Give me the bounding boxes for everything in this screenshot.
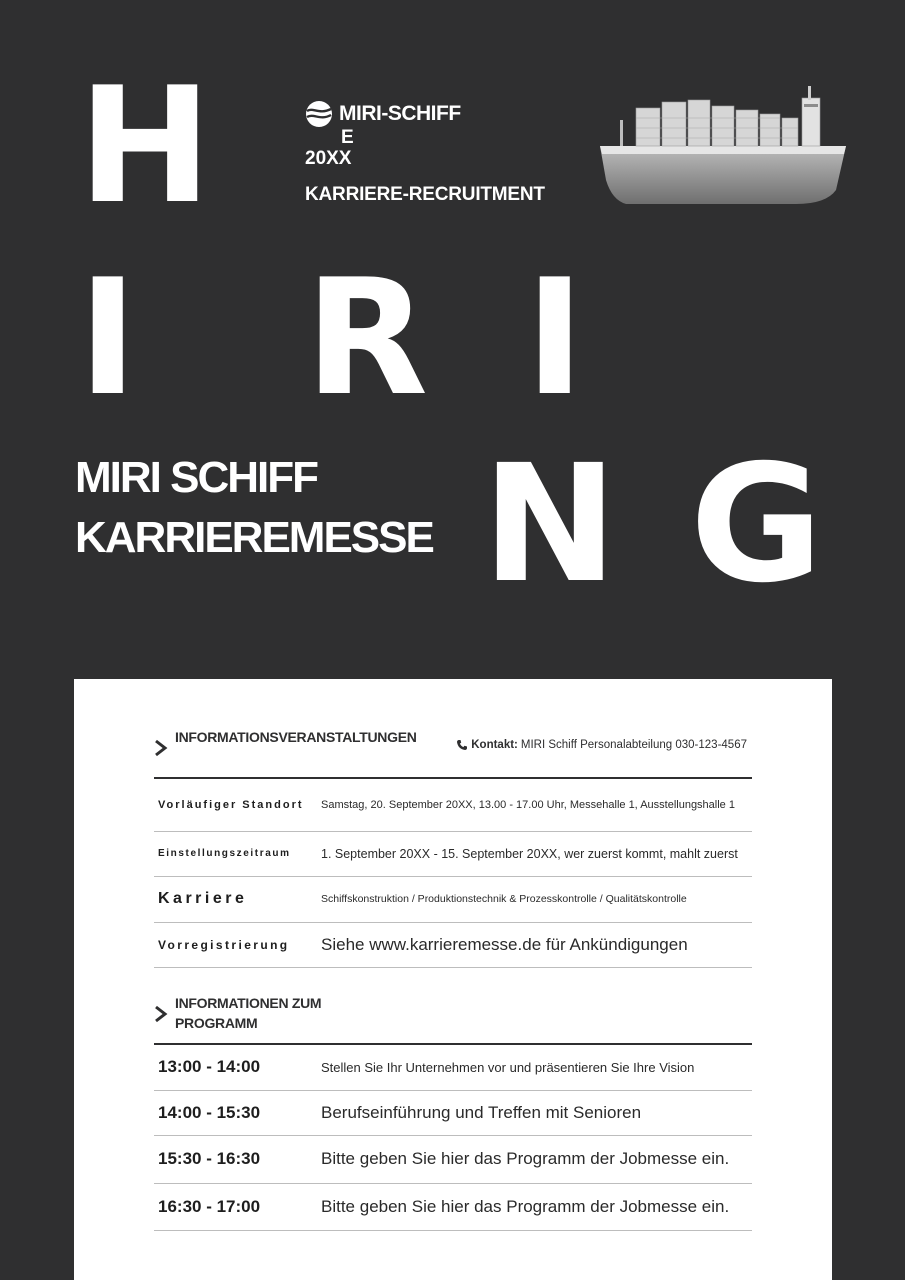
info-row-value: Siehe www.karrieremesse.de für Ankündigungen bbox=[321, 934, 688, 954]
program-time: 15:30 - 16:30 bbox=[158, 1149, 261, 1168]
info-row-value: Schiffskonstruktion / Produktionstechnik & Prozesskontrolle / Qualitätskontrolle bbox=[321, 893, 687, 905]
program-row bbox=[154, 1044, 752, 1091]
contact-value: MIRI Schiff Personalabteilung 030-123-4567 bbox=[520, 739, 747, 751]
program-desc: Bitte geben Sie hier das Programm der Jobmesse ein. bbox=[321, 1149, 730, 1168]
chevron-right-icon bbox=[154, 1005, 168, 1023]
brand-year: 20XX bbox=[305, 148, 352, 169]
hero-letter-r: R bbox=[305, 244, 429, 431]
program-row bbox=[154, 1183, 752, 1231]
brand-name-suffix: E bbox=[341, 127, 354, 148]
section-header-events bbox=[154, 725, 752, 779]
phone-icon bbox=[456, 739, 468, 751]
info-row-label: Karriere bbox=[158, 890, 248, 907]
program-desc: Stellen Sie Ihr Unternehmen vor und präsentieren Sie Ihre Vision bbox=[321, 1059, 695, 1075]
program-desc: Berufseinführung und Treffen mit Senioren bbox=[321, 1102, 642, 1122]
hero-letter-n: N bbox=[482, 431, 618, 619]
program-row bbox=[154, 1090, 752, 1136]
hero-letter-g: G bbox=[690, 431, 823, 619]
event-title: MIRI SCHIFF KARRIEREMESSE bbox=[75, 453, 433, 562]
section-header-program bbox=[154, 991, 752, 1045]
program-time: 14:00 - 15:30 bbox=[158, 1102, 261, 1122]
program-row bbox=[154, 1135, 752, 1184]
container-ship-icon bbox=[596, 80, 856, 212]
info-row bbox=[154, 778, 752, 832]
globe-wave-icon bbox=[305, 100, 333, 128]
info-row-value: Samstag, 20. September 20XX, 13.00 - 17.00 Uhr, Messehalle 1, Ausstellungshalle 1 bbox=[321, 798, 735, 811]
brand-block bbox=[305, 100, 545, 206]
brand-subtitle: KARRIERE-RECRUITMENT bbox=[305, 184, 545, 205]
info-row-label: Vorregistrierung bbox=[158, 937, 290, 952]
brand-name: MIRI-SCHIFF bbox=[339, 102, 461, 125]
hero-letter-h: H bbox=[78, 52, 212, 239]
info-row-label: Einstellungszeitraum bbox=[158, 848, 291, 859]
contact-line bbox=[456, 739, 747, 751]
program-time: 16:30 - 17:00 bbox=[158, 1196, 261, 1216]
section-title-events: INFORMATIONSVERANSTALTUNGEN bbox=[175, 729, 417, 745]
program-time: 13:00 - 14:00 bbox=[158, 1057, 261, 1076]
hero-letter-i-second: I bbox=[525, 244, 585, 431]
info-row-label: Vorläufiger Standort bbox=[158, 798, 304, 811]
info-row bbox=[154, 831, 752, 877]
section-title-program: INFORMATIONEN ZUM PROGRAMM bbox=[175, 995, 322, 1031]
contact-label: Kontakt: bbox=[471, 739, 518, 751]
hero-letter-i: I bbox=[78, 244, 138, 431]
info-row bbox=[154, 876, 752, 923]
chevron-right-icon bbox=[154, 739, 168, 757]
info-panel bbox=[74, 679, 832, 1280]
info-row bbox=[154, 922, 752, 968]
program-desc: Bitte geben Sie hier das Programm der Jobmesse ein. bbox=[321, 1196, 730, 1216]
info-row-value: 1. September 20XX - 15. September 20XX, wer zuerst kommt, mahlt zuerst bbox=[321, 846, 738, 861]
